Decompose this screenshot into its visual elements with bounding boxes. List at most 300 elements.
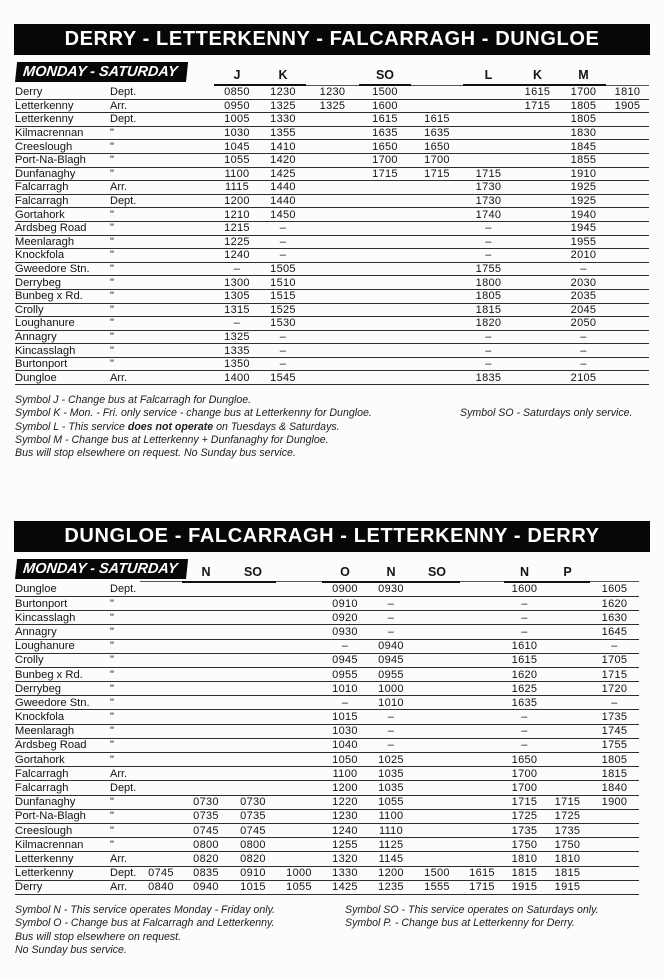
stop-type-label: "	[110, 208, 214, 222]
time-cell	[460, 625, 504, 639]
stop-type-label: "	[110, 140, 214, 154]
table-row	[15, 344, 649, 358]
time-cell: –	[260, 249, 306, 263]
time-cell	[230, 710, 276, 724]
table-row	[15, 113, 649, 127]
time-cell	[276, 724, 322, 738]
column-symbol-blank	[276, 558, 322, 582]
time-cell	[182, 667, 230, 681]
time-cell	[359, 357, 411, 371]
time-cell: –	[504, 596, 545, 610]
time-cell: 1305	[214, 289, 260, 303]
time-cell	[182, 611, 230, 625]
time-cell	[545, 639, 590, 653]
place-label: Falcarragh	[15, 181, 110, 195]
column-symbol-o: O	[322, 558, 368, 582]
time-cell: 1335	[214, 344, 260, 358]
time-cell	[182, 653, 230, 667]
time-cell: 1635	[504, 696, 545, 710]
place-label: Gortahork	[15, 208, 110, 222]
time-cell: 1915	[545, 880, 590, 894]
time-cell: –	[260, 235, 306, 249]
time-cell	[140, 639, 182, 653]
time-cell: 1715	[411, 167, 463, 181]
time-cell	[545, 667, 590, 681]
time-cell: 1040	[322, 738, 368, 752]
time-cell	[276, 823, 322, 837]
time-cell: –	[463, 235, 514, 249]
table-row	[15, 85, 649, 99]
time-cell: 1620	[590, 596, 639, 610]
time-cell	[182, 696, 230, 710]
time-cell	[606, 126, 649, 140]
time-cell	[590, 823, 639, 837]
time-cell: 1715	[463, 167, 514, 181]
time-cell	[140, 611, 182, 625]
time-cell	[230, 582, 276, 597]
stop-type-label: "	[110, 249, 214, 263]
time-cell	[460, 823, 504, 837]
time-cell: 1700	[504, 767, 545, 781]
table-row	[15, 724, 639, 738]
time-cell: 1055	[214, 153, 260, 167]
time-cell: 1000	[276, 866, 322, 880]
footnote-text: on Tuesdays & Saturdays.	[213, 420, 340, 433]
time-cell: 1715	[460, 880, 504, 894]
time-cell: 1855	[561, 153, 606, 167]
column-symbol-n: N	[182, 558, 230, 582]
time-cell	[545, 724, 590, 738]
time-cell: 1500	[359, 85, 411, 99]
route-title-1: DERRY - LETTERKENNY - FALCARRAGH - DUNGLOE	[64, 28, 600, 50]
stop-type-label: Dept.	[110, 85, 214, 99]
place-label: Derry	[15, 880, 110, 894]
time-cell	[514, 303, 561, 317]
time-cell: 1805	[590, 753, 639, 767]
time-cell: –	[214, 317, 260, 331]
time-cell	[460, 653, 504, 667]
time-cell: 1925	[561, 181, 606, 195]
time-cell: 1030	[214, 126, 260, 140]
time-cell	[140, 653, 182, 667]
time-cell: 1720	[590, 682, 639, 696]
time-cell: 1815	[545, 866, 590, 880]
time-cell	[411, 344, 463, 358]
time-cell	[606, 303, 649, 317]
place-label: Dunfanaghy	[15, 795, 110, 809]
time-cell	[306, 194, 359, 208]
days-banner-1	[15, 62, 189, 82]
time-cell: 0930	[322, 625, 368, 639]
time-cell	[182, 639, 230, 653]
time-cell: 1945	[561, 221, 606, 235]
stop-type-label: "	[110, 221, 214, 235]
footnote-text: Symbol K - Mon. - Fri. only service - change bus at Letterkenny for Dungloe.	[15, 407, 372, 420]
footnote-text: Symbol SO - This service operates on Saturdays only.	[345, 903, 599, 916]
time-cell	[414, 738, 460, 752]
footnote-line	[15, 944, 664, 957]
time-cell	[140, 738, 182, 752]
stop-type-label: "	[110, 303, 214, 317]
time-cell	[590, 838, 639, 852]
time-cell	[463, 99, 514, 113]
time-cell: 1755	[463, 262, 514, 276]
stop-type-label: Dept.	[110, 582, 140, 597]
time-cell	[140, 582, 182, 597]
time-cell	[411, 99, 463, 113]
time-cell	[306, 371, 359, 385]
time-cell	[606, 194, 649, 208]
time-cell	[140, 710, 182, 724]
time-cell	[606, 289, 649, 303]
column-symbol-n: N	[504, 558, 545, 582]
time-cell: 1650	[504, 753, 545, 767]
time-cell	[411, 330, 463, 344]
place-label: Crolly	[15, 303, 110, 317]
time-cell	[230, 653, 276, 667]
time-cell	[140, 795, 182, 809]
time-cell: 1355	[260, 126, 306, 140]
time-cell: 1325	[214, 330, 260, 344]
time-cell: 1810	[545, 852, 590, 866]
time-cell: 1925	[561, 194, 606, 208]
time-cell	[411, 357, 463, 371]
time-cell	[359, 317, 411, 331]
time-cell: 0835	[182, 866, 230, 880]
table-row	[15, 582, 639, 597]
place-label: Dungloe	[15, 371, 110, 385]
time-cell: 0950	[214, 99, 260, 113]
place-label: Burtonport	[15, 596, 110, 610]
time-cell	[606, 221, 649, 235]
time-cell	[230, 596, 276, 610]
time-cell	[182, 738, 230, 752]
footnotes-1	[15, 394, 664, 461]
stop-type-label: "	[110, 317, 214, 331]
time-cell: 1215	[214, 221, 260, 235]
time-cell	[359, 303, 411, 317]
time-cell: 1805	[463, 289, 514, 303]
time-cell	[306, 235, 359, 249]
time-cell	[606, 181, 649, 195]
time-cell	[182, 625, 230, 639]
time-cell	[460, 724, 504, 738]
stop-type-label: Arr.	[110, 880, 140, 894]
footnote-line	[15, 434, 664, 447]
time-cell: 1530	[260, 317, 306, 331]
stop-type-label: "	[110, 639, 140, 653]
place-label: Letterkenny	[15, 99, 110, 113]
time-cell: 1000	[368, 682, 414, 696]
time-cell: 1420	[260, 153, 306, 167]
time-cell	[359, 262, 411, 276]
time-cell: 1330	[322, 866, 368, 880]
time-cell	[514, 344, 561, 358]
time-cell	[276, 838, 322, 852]
time-cell	[414, 852, 460, 866]
stop-type-label: "	[110, 330, 214, 344]
time-cell: 1235	[368, 880, 414, 894]
time-cell	[359, 194, 411, 208]
time-cell	[230, 682, 276, 696]
time-cell	[463, 140, 514, 154]
time-cell	[606, 371, 649, 385]
time-cell	[276, 852, 322, 866]
time-cell	[514, 371, 561, 385]
days-label-2: MONDAY - SATURDAY	[22, 560, 179, 577]
time-cell	[276, 809, 322, 823]
stop-type-label: "	[110, 126, 214, 140]
stop-type-label: "	[110, 753, 140, 767]
time-cell: 1700	[359, 153, 411, 167]
time-cell: 0820	[182, 852, 230, 866]
time-cell: 1615	[359, 113, 411, 127]
table-row	[15, 330, 649, 344]
time-cell	[140, 809, 182, 823]
stop-type-label: "	[110, 710, 140, 724]
time-cell: 1840	[590, 781, 639, 795]
time-cell: 0745	[230, 823, 276, 837]
stop-type-label: "	[110, 596, 140, 610]
time-cell	[359, 289, 411, 303]
place-label: Derrybeg	[15, 276, 110, 290]
stop-type-label: "	[110, 344, 214, 358]
footnote-emphasis: does not operate	[127, 420, 214, 433]
time-cell	[182, 767, 230, 781]
time-cell: –	[260, 221, 306, 235]
time-cell	[306, 357, 359, 371]
table-row	[15, 710, 639, 724]
time-cell	[514, 181, 561, 195]
time-cell: –	[590, 696, 639, 710]
time-cell	[414, 809, 460, 823]
timetable-wrap-2	[15, 558, 664, 895]
place-label: Kilmacrennan	[15, 126, 110, 140]
time-cell: 1805	[561, 99, 606, 113]
time-cell	[182, 781, 230, 795]
place-label: Kincasslagh	[15, 344, 110, 358]
time-cell	[414, 710, 460, 724]
time-cell	[230, 696, 276, 710]
time-cell: 1900	[590, 795, 639, 809]
time-cell	[140, 823, 182, 837]
time-cell: 0900	[322, 582, 368, 597]
time-cell	[460, 738, 504, 752]
time-cell: 1735	[545, 823, 590, 837]
time-cell: 1740	[463, 208, 514, 222]
place-label: Creeslough	[15, 140, 110, 154]
time-cell	[306, 330, 359, 344]
time-cell	[545, 682, 590, 696]
time-cell	[463, 85, 514, 99]
time-cell	[306, 221, 359, 235]
time-cell: 0940	[182, 880, 230, 894]
time-cell	[545, 696, 590, 710]
column-symbol-blank	[411, 61, 463, 85]
route-title-bar-1	[14, 24, 650, 55]
time-cell	[414, 625, 460, 639]
time-cell	[359, 249, 411, 263]
time-cell: 1635	[411, 126, 463, 140]
time-cell	[606, 330, 649, 344]
time-cell: 1315	[214, 303, 260, 317]
time-cell: 1815	[463, 303, 514, 317]
table-row	[15, 249, 649, 263]
time-cell	[460, 696, 504, 710]
table-row	[15, 838, 639, 852]
footnote-line	[15, 421, 664, 434]
time-cell: 0945	[322, 653, 368, 667]
place-label: Derry	[15, 85, 110, 99]
time-cell	[606, 317, 649, 331]
time-cell	[276, 667, 322, 681]
table-row	[15, 140, 649, 154]
time-cell	[545, 781, 590, 795]
time-cell: 1035	[368, 781, 414, 795]
table-row	[15, 795, 639, 809]
time-cell	[306, 289, 359, 303]
table-row	[15, 371, 649, 385]
time-cell: 1325	[260, 99, 306, 113]
time-cell	[514, 194, 561, 208]
time-cell: 1635	[359, 126, 411, 140]
time-cell: 1725	[545, 809, 590, 823]
time-cell: 1715	[514, 99, 561, 113]
time-cell: –	[214, 262, 260, 276]
time-cell	[514, 262, 561, 276]
time-cell	[514, 330, 561, 344]
time-cell: 1010	[322, 682, 368, 696]
stop-type-label: Arr.	[110, 852, 140, 866]
time-cell: 1615	[411, 113, 463, 127]
time-cell	[545, 738, 590, 752]
time-cell	[140, 625, 182, 639]
time-cell	[514, 126, 561, 140]
time-cell: –	[504, 611, 545, 625]
time-cell: –	[504, 710, 545, 724]
time-cell	[460, 667, 504, 681]
time-cell: 1320	[322, 852, 368, 866]
stop-type-label: Dept.	[110, 866, 140, 880]
time-cell	[230, 738, 276, 752]
time-cell	[606, 208, 649, 222]
time-cell: –	[504, 724, 545, 738]
time-cell	[276, 653, 322, 667]
stop-type-label: Arr.	[110, 99, 214, 113]
time-cell	[414, 781, 460, 795]
time-cell: –	[504, 738, 545, 752]
time-cell	[230, 724, 276, 738]
time-cell: 1615	[504, 653, 545, 667]
table-row	[15, 357, 649, 371]
footnote-text: Symbol N - This service operates Monday - Friday only.	[15, 903, 276, 916]
time-cell	[411, 249, 463, 263]
time-cell: 1200	[214, 194, 260, 208]
stop-type-label: "	[110, 611, 140, 625]
time-cell	[414, 682, 460, 696]
time-cell: –	[260, 357, 306, 371]
time-cell	[306, 344, 359, 358]
time-cell: 1005	[214, 113, 260, 127]
time-cell	[140, 767, 182, 781]
time-cell	[545, 582, 590, 597]
time-cell: 0945	[368, 653, 414, 667]
time-cell: –	[590, 639, 639, 653]
stop-type-label: "	[110, 235, 214, 249]
time-cell	[590, 852, 639, 866]
time-cell	[182, 596, 230, 610]
footnote-text: Symbol O - Change bus at Falcarragh and Letterkenny.	[15, 917, 275, 930]
time-cell	[460, 795, 504, 809]
time-cell: 1425	[322, 880, 368, 894]
time-cell	[140, 696, 182, 710]
time-cell: 1545	[260, 371, 306, 385]
time-cell: 1630	[590, 611, 639, 625]
time-cell: –	[368, 611, 414, 625]
stop-type-label: Dept.	[110, 781, 140, 795]
time-cell	[276, 696, 322, 710]
time-cell	[140, 852, 182, 866]
place-label: Port-Na-Blagh	[15, 153, 110, 167]
place-label: Letterkenny	[15, 866, 110, 880]
time-cell: 1300	[214, 276, 260, 290]
time-cell: 1610	[504, 639, 545, 653]
time-cell	[545, 767, 590, 781]
time-cell	[140, 596, 182, 610]
time-cell: 1125	[368, 838, 414, 852]
place-label: Loughanure	[15, 317, 110, 331]
time-cell: 1240	[214, 249, 260, 263]
time-cell: 1210	[214, 208, 260, 222]
table-row	[15, 99, 649, 113]
footnote-text: No Sunday bus service.	[15, 943, 127, 956]
time-cell: 1955	[561, 235, 606, 249]
place-label: Kilmacrennan	[15, 838, 110, 852]
table-row	[15, 809, 639, 823]
time-cell: –	[463, 357, 514, 371]
time-cell	[514, 249, 561, 263]
time-cell: 1010	[368, 696, 414, 710]
footnote-text: Symbol J - Change bus at Falcarragh for Dungloe.	[15, 394, 252, 407]
time-cell	[545, 653, 590, 667]
table-row	[15, 880, 639, 894]
time-cell	[411, 371, 463, 385]
table-row	[15, 682, 639, 696]
time-cell: –	[368, 738, 414, 752]
time-cell: 1845	[561, 140, 606, 154]
place-label: Ardsbeg Road	[15, 738, 110, 752]
time-cell	[306, 153, 359, 167]
time-cell: 0920	[322, 611, 368, 625]
time-cell: 1400	[214, 371, 260, 385]
table-row	[15, 181, 649, 195]
time-cell: 1450	[260, 208, 306, 222]
place-label: Knockfola	[15, 249, 110, 263]
footnote-line	[345, 904, 599, 917]
time-cell	[606, 153, 649, 167]
footnote-line	[15, 394, 664, 407]
stop-type-label: "	[110, 724, 140, 738]
stop-type-label: "	[110, 809, 140, 823]
column-symbol-blank	[460, 558, 504, 582]
time-cell	[276, 639, 322, 653]
time-cell	[545, 710, 590, 724]
time-cell	[230, 611, 276, 625]
time-cell	[411, 181, 463, 195]
time-cell	[545, 596, 590, 610]
stop-type-label: "	[110, 696, 140, 710]
time-cell	[359, 276, 411, 290]
